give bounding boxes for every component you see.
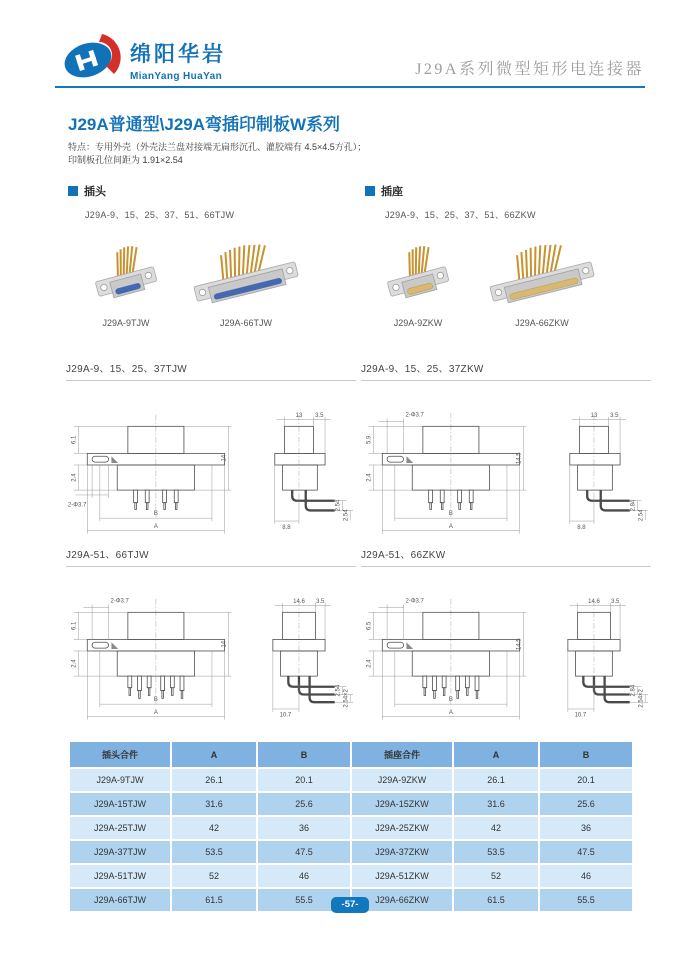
brand-name-en: MianYang HuaYan [130, 71, 223, 82]
table-cell: 55.5 [539, 888, 633, 912]
table-cell: J29A-37ZKW [351, 840, 453, 864]
photo-caption: J29A-9ZKW [393, 318, 443, 328]
photo-caption: J29A-66ZKW [515, 318, 569, 328]
dim-label: 10.7 [574, 712, 587, 719]
col-header: B [539, 741, 633, 768]
section-marker-icon [365, 186, 375, 196]
col-header: 插座合件 [351, 741, 453, 768]
dim-label: 2-Φ3.7 [405, 598, 424, 605]
col-header: A [171, 741, 257, 768]
dim-label: 2.84 [630, 684, 637, 697]
dim-label: 6.1 [71, 621, 78, 631]
dim-label: B [153, 511, 158, 518]
table-cell: 36 [257, 816, 351, 840]
product-photo-small-socket [378, 236, 458, 328]
table-cell: J29A-51ZKW [351, 864, 453, 888]
dim-label: 3.5 [315, 413, 324, 420]
dim-label: 2.84 [630, 499, 637, 512]
drawing-block-zkw-large [361, 546, 651, 733]
features-text [68, 141, 366, 167]
dim-label: 6.1 [71, 435, 78, 445]
table-cell: J29A-51TJW [69, 864, 171, 888]
drawing-block-tjw-small [66, 360, 356, 547]
table-row [69, 768, 633, 792]
table-cell: 31.6 [171, 792, 257, 816]
table-cell: J29A-25ZKW [351, 816, 453, 840]
table-cell: J29A-37TJW [69, 840, 171, 864]
dim-label: B [448, 511, 453, 518]
section-socket-label: 插座 [381, 186, 403, 198]
dim-label: A [448, 523, 453, 530]
table-row [69, 792, 633, 816]
dim-label: 14.6 [588, 599, 600, 606]
section-socket [365, 183, 403, 199]
brand-block [130, 38, 226, 82]
dim-label: 13 [590, 413, 598, 420]
socket-models: J29A-9、15、25、37、51、66ZKW [385, 210, 536, 220]
dim-label: 14.6 [293, 599, 305, 606]
table-cell: 26.1 [171, 768, 257, 792]
drawing-title: J29A-51、66ZKW [361, 550, 446, 561]
dim-label: A [448, 709, 453, 716]
drawing-title: J29A-9、15、25、37ZKW [361, 364, 484, 375]
dim-label: 3.5 [610, 413, 619, 420]
drawing-block-tjw-large [66, 546, 356, 733]
table-cell: 20.1 [257, 768, 351, 792]
table-cell: 47.5 [257, 840, 351, 864]
dim-label: 14.5 [516, 638, 523, 651]
table-cell: 46 [539, 864, 633, 888]
drawing-divider [66, 566, 356, 567]
table-cell: 26.1 [453, 768, 539, 792]
dim-label: 2-Φ3.7 [67, 502, 87, 509]
page-title: J29A普通型\J29A弯插印制板W系列 [68, 115, 341, 134]
dim-label: 3.5 [316, 599, 325, 606]
col-header: 插头合件 [69, 741, 171, 768]
table-cell: 61.5 [171, 888, 257, 912]
table-row [69, 816, 633, 840]
table-cell: J29A-66TJW [69, 888, 171, 912]
table-cell: 36 [539, 816, 633, 840]
tech-drawing [361, 387, 651, 542]
table-cell: 61.5 [453, 888, 539, 912]
spec-table [68, 740, 634, 913]
drawing-divider [361, 566, 651, 567]
dim-label: A [153, 523, 158, 530]
plug-models: J29A-9、15、25、37、51、66TJW [85, 210, 235, 220]
table-cell: 53.5 [453, 840, 539, 864]
dim-label: 8.8 [282, 524, 291, 531]
drawing-title: J29A-51、66TJW [66, 550, 149, 561]
table-cell: J29A-66ZKW [351, 888, 453, 912]
document-title: J29A系列微型矩形电连接器 [415, 61, 644, 78]
dim-label: A [153, 709, 158, 716]
photo-caption: J29A-9TJW [102, 318, 150, 328]
dim-label: 14 [221, 454, 228, 462]
dim-label: 5.9 [366, 435, 373, 445]
col-header: A [453, 741, 539, 768]
table-cell: 31.6 [453, 792, 539, 816]
dim-label: B [448, 697, 453, 704]
table-cell: J29A-15ZKW [351, 792, 453, 816]
table-cell: J29A-9ZKW [351, 768, 453, 792]
table-cell: J29A-9TJW [69, 768, 171, 792]
drawing-divider [66, 380, 356, 381]
dim-label: 13 [295, 413, 303, 420]
drawing-title: J29A-9、15、25、37TJW [66, 364, 188, 375]
col-header: B [257, 741, 351, 768]
section-plug [68, 183, 106, 199]
table-row [69, 840, 633, 864]
photo-caption: J29A-66TJW [219, 318, 272, 328]
dim-label: 2.54 [638, 509, 645, 522]
table-cell: 52 [453, 864, 539, 888]
brand-name-cn: 绵阳华岩 [130, 43, 226, 66]
section-marker-icon [68, 186, 78, 196]
product-photo-large-plug [186, 236, 306, 328]
dim-label: 14.5 [516, 452, 523, 465]
section-plug-label: 插头 [84, 186, 106, 198]
dim-label: 8.8 [577, 524, 586, 531]
table-cell: 20.1 [539, 768, 633, 792]
dim-label: 2.4 [366, 659, 373, 668]
tech-drawing [361, 573, 651, 728]
table-header-row [69, 741, 633, 768]
dim-label: 2.54 [335, 684, 342, 697]
dim-label: 2-Φ3.7 [405, 412, 424, 419]
product-photo-large-socket [482, 236, 602, 328]
tech-drawing [66, 573, 356, 728]
features-line1: 特点：专用外壳（外壳法兰盘对接端无扁形沉孔、灌胶端有 4.5×4.5方孔）； [68, 142, 367, 152]
table-cell: 52 [171, 864, 257, 888]
table-cell: 25.6 [257, 792, 351, 816]
tech-drawing [66, 387, 356, 542]
dim-label: 2-Φ3.7 [110, 598, 129, 605]
dim-label: 2.4 [71, 659, 78, 668]
table-cell: J29A-15TJW [69, 792, 171, 816]
dim-label: 3.5 [611, 599, 620, 606]
dim-label: 2.4 [71, 473, 78, 482]
product-photo-small-plug [86, 236, 166, 328]
table-cell: 25.6 [539, 792, 633, 816]
drawing-divider [361, 380, 651, 381]
page-number-badge: -57- [331, 897, 369, 913]
dim-label: 14 [221, 640, 228, 648]
dim-label: B [153, 697, 158, 704]
dim-label: 2.54×2 [638, 689, 645, 708]
company-logo-icon [62, 26, 124, 88]
header-divider [55, 86, 645, 88]
table-cell: 46 [257, 864, 351, 888]
dim-label: 10.7 [279, 712, 292, 719]
dim-label: 2.54 [343, 509, 350, 522]
dim-label: 2.54×2 [343, 689, 350, 708]
table-cell: 42 [453, 816, 539, 840]
dim-label: 6.5 [366, 621, 373, 631]
drawing-block-zkw-small [361, 360, 651, 547]
features-line2: 印制板孔位间距为 1.91×2.54 [68, 155, 183, 165]
table-cell: 55.5 [257, 888, 351, 912]
table-cell: 53.5 [171, 840, 257, 864]
table-cell: J29A-25TJW [69, 816, 171, 840]
dim-label: 2.54 [335, 499, 342, 512]
dim-label: 2.4 [366, 473, 373, 482]
table-cell: 47.5 [539, 840, 633, 864]
table-cell: 42 [171, 816, 257, 840]
table-row [69, 864, 633, 888]
